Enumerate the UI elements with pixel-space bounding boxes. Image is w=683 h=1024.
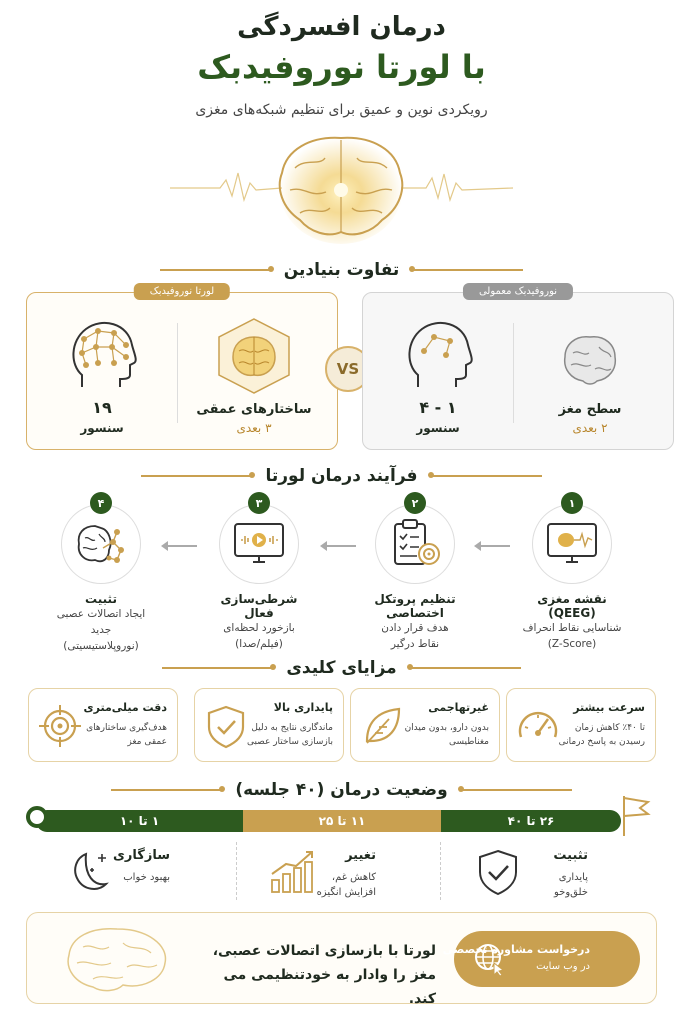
title-line2: با لورتا نوروفیدبک bbox=[197, 48, 486, 86]
phase-desc: خلق‌وخو bbox=[553, 887, 588, 898]
step-desc: هدف قرار دادن bbox=[381, 622, 449, 634]
section-process-header bbox=[0, 464, 683, 488]
normal-sensors bbox=[363, 313, 513, 443]
timeline-bar-phase1: ۱ تا ۱۰ bbox=[36, 810, 243, 832]
loreta-panel bbox=[26, 286, 338, 450]
moon-stars-icon bbox=[62, 846, 116, 896]
normal-depth-sub: ۲ بعدی bbox=[572, 421, 608, 435]
growth-chart-icon bbox=[268, 848, 320, 896]
step-desc: ایجاد اتصالات عصبی جدید bbox=[56, 608, 146, 636]
benefit-card-speed bbox=[506, 688, 656, 762]
monitor-brain-icon bbox=[544, 520, 600, 568]
step-desc: بازخورد لحظه‌ای bbox=[223, 622, 295, 634]
step-number: ۲ bbox=[404, 492, 426, 514]
benefits-title: مزایای کلیدی bbox=[286, 658, 397, 678]
crosshair-icon bbox=[37, 703, 83, 749]
brain-network-icon bbox=[73, 518, 129, 570]
timeline-bar-phase3: ۲۶ تا ۴۰ bbox=[441, 810, 621, 832]
globe-cursor-icon bbox=[472, 941, 508, 977]
loreta-sensors bbox=[27, 313, 177, 443]
subtitle: رویکردی نوین و عمیق برای تنظیم شبکه‌های مغزی bbox=[195, 102, 488, 118]
normal-tag: نوروفیدبک معمولی bbox=[463, 283, 573, 300]
process-step-2 bbox=[360, 492, 470, 652]
benefit-title: دقت میلی‌متری bbox=[83, 701, 167, 714]
process-step-1 bbox=[517, 492, 627, 652]
normal-panel bbox=[362, 286, 674, 450]
timeline-bar-phase2: ۱۱ تا ۲۵ bbox=[243, 810, 441, 832]
phase-desc: افزایش انگیزه bbox=[316, 887, 376, 898]
brain-icon bbox=[555, 325, 625, 395]
footer-message-line2: مغز را وادار به خودتنظیمی می کند. bbox=[223, 967, 436, 1007]
benefit-desc: تا ۴۰٪ کاهش زمان رسیدن به پاسخ درمانی bbox=[558, 723, 645, 747]
brain-outline-icon bbox=[47, 923, 187, 995]
benefit-title: پایداری بالا bbox=[273, 701, 333, 714]
phase-desc: پایداری bbox=[558, 872, 588, 883]
section-timeline-header bbox=[0, 778, 683, 802]
benefit-title: غیرتهاجمی bbox=[428, 701, 489, 714]
step-desc: نقاط درگیر bbox=[390, 638, 440, 650]
shield-check-icon bbox=[203, 703, 249, 749]
arrow-icon bbox=[322, 545, 356, 547]
phase-title: تثبیت bbox=[553, 848, 588, 863]
benefit-desc: بدون دارو، بدون میدان مغناطیسی bbox=[404, 723, 489, 747]
section-difference-header bbox=[0, 258, 683, 282]
loreta-depth-label: ساختارهای عمقی bbox=[196, 402, 312, 417]
footer-panel bbox=[26, 912, 657, 1007]
arrow-icon bbox=[163, 545, 197, 547]
process-step-4 bbox=[46, 492, 156, 654]
phase-title: سازگاری bbox=[113, 848, 170, 863]
benefit-card-stability bbox=[194, 688, 344, 762]
step-desc: شناسایی نقاط انحراف bbox=[522, 622, 622, 634]
phase-desc: بهبود خواب bbox=[123, 872, 170, 883]
loreta-depth bbox=[179, 313, 329, 443]
benefit-card-noninvasive bbox=[350, 688, 500, 762]
normal-depth bbox=[515, 313, 665, 443]
benefit-title: سرعت بیشتر bbox=[573, 701, 645, 714]
normal-sensor-label: سنسور bbox=[416, 421, 460, 435]
step-number: ۳ bbox=[248, 492, 270, 514]
cta-sublabel: در وب سایت bbox=[536, 961, 590, 972]
arrow-icon bbox=[476, 545, 510, 547]
loreta-depth-sub: ۳ بعدی bbox=[236, 421, 272, 435]
normal-depth-label: سطح مغز bbox=[558, 402, 622, 417]
phase-title: تغییر bbox=[345, 848, 376, 863]
process-title: فرآیند درمان لورتا bbox=[265, 466, 418, 486]
step-number: ۱ bbox=[561, 492, 583, 514]
step-title: شرطی‌سازی فعال bbox=[220, 592, 298, 620]
cta-label: درخواست مشاوره تخصصی bbox=[442, 943, 590, 956]
head-few-sensors-icon bbox=[398, 317, 478, 395]
footer-message-line1: لورتا با بازسازی اتصالات عصبی، bbox=[212, 943, 436, 959]
clipboard-target-icon bbox=[387, 518, 443, 570]
step-desc: (Z-Score) bbox=[547, 638, 597, 650]
normal-sensor-count: ۱ - ۴ bbox=[419, 398, 457, 417]
vs-badge: VS bbox=[325, 346, 371, 392]
timeline-start-dot bbox=[26, 806, 48, 828]
title-line1: درمان افسردگی bbox=[237, 12, 446, 42]
shield-check-icon bbox=[476, 848, 520, 896]
flag-icon bbox=[620, 794, 652, 838]
benefit-card-precision bbox=[28, 688, 178, 762]
loreta-sensor-label: سنسور bbox=[80, 421, 124, 435]
head-sensors-icon bbox=[62, 317, 142, 395]
step-number: ۴ bbox=[90, 492, 112, 514]
monitor-play-icon bbox=[231, 520, 287, 568]
loreta-tag: لورتا نوروفیدبک bbox=[134, 283, 230, 300]
speedometer-icon bbox=[515, 703, 561, 749]
step-title: تنظیم پروتکل اختصاصی bbox=[374, 592, 456, 620]
step-title: نقشه مغزی (QEEG) bbox=[537, 592, 607, 620]
timeline-title: وضعیت درمان (۴۰ جلسه) bbox=[235, 780, 448, 800]
step-desc: (فیلم/صدا) bbox=[235, 638, 283, 650]
brain-cube-icon bbox=[215, 317, 293, 395]
step-title: تثبیت bbox=[85, 592, 117, 606]
process-step-3 bbox=[204, 492, 314, 652]
section-benefits-header bbox=[0, 656, 683, 680]
loreta-sensor-count: ۱۹ bbox=[92, 398, 112, 417]
consultation-button[interactable] bbox=[442, 931, 640, 987]
leaf-icon bbox=[359, 703, 405, 749]
hero-brain-illustration bbox=[160, 128, 523, 246]
phase-desc: کاهش غم، bbox=[331, 872, 376, 883]
difference-title: تفاوت بنیادین bbox=[283, 260, 400, 280]
benefit-desc: هدف‌گیری ساختارهای عمقی مغز bbox=[86, 723, 167, 747]
benefit-desc: ماندگاری نتایج به دلیل بازسازی ساختار عصبی bbox=[246, 723, 333, 747]
step-desc: (نوروپلاستیسیتی) bbox=[63, 640, 139, 652]
